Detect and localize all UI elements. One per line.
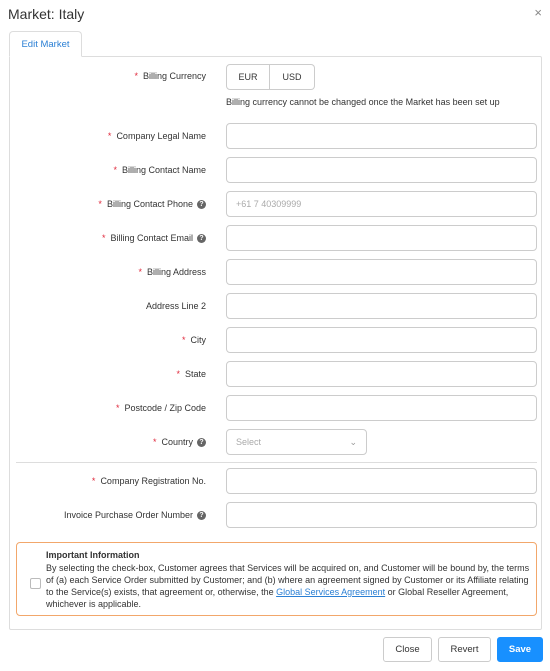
country-label: * Country ? [153,437,206,447]
edit-market-panel [9,56,542,630]
billing-contact-email-label: * Billing Contact Email ? [102,233,206,243]
global-services-agreement-link[interactable]: Global Services Agreement [276,587,386,597]
currency-usd-button[interactable]: USD [270,64,315,90]
company-registration-input[interactable] [226,468,537,494]
question-circle-icon[interactable]: ? [197,438,206,447]
chevron-down-icon: ⌄ [349,436,357,447]
address-line-2-input[interactable] [226,293,537,319]
modal-title: Market: Italy [8,6,85,22]
billing-contact-phone-input[interactable] [226,191,537,217]
billing-address-label: * Billing Address [138,267,206,277]
question-circle-icon[interactable]: ? [197,234,206,243]
billing-address-input[interactable] [226,259,537,285]
billing-contact-email-input[interactable] [226,225,537,251]
state-label: * State [176,369,206,379]
country-select-value: Select [236,437,262,447]
required-marker: * [134,71,138,81]
close-icon[interactable]: × [534,5,542,20]
invoice-po-number-label: Invoice Purchase Order Number ? [64,510,206,520]
important-information-text: By selecting the check-box, Customer agrees that Services will be acquired on, and Customer will be bound by, the terms of (a) each Service Order submitted by Customer; and (b) where an agreement signed by Customer or its Affiliate relating to the Service(s) exists, that agreement or, otherwise, the Global Services Agreement or Global Reseller Agreement, whichever is applicable. [46,563,530,609]
city-input[interactable] [226,327,537,353]
postcode-input[interactable] [226,395,537,421]
company-registration-label: * Company Registration No. [91,476,206,486]
important-information-box [16,542,537,616]
billing-currency-label: * Billing Currency [134,71,206,81]
invoice-po-number-input[interactable] [226,502,537,528]
revert-button[interactable]: Revert [438,637,491,662]
billing-currency-toggle [226,64,315,90]
state-input[interactable] [226,361,537,387]
question-circle-icon[interactable]: ? [197,511,206,520]
tab-edit-market[interactable]: Edit Market [9,31,82,57]
question-circle-icon[interactable]: ? [197,200,206,209]
billing-contact-name-input[interactable] [226,157,537,183]
section-divider [16,462,537,463]
country-select[interactable] [226,429,367,455]
currency-eur-button[interactable]: EUR [226,64,270,90]
billing-contact-phone-label: * Billing Contact Phone ? [98,199,206,209]
company-legal-name-input[interactable] [226,123,537,149]
company-legal-name-label: * Company Legal Name [107,131,206,141]
important-information-title: Important Information [46,550,140,560]
save-button[interactable]: Save [497,637,543,662]
address-line-2-label: Address Line 2 [145,301,206,311]
postcode-label: * Postcode / Zip Code [115,403,206,413]
close-button[interactable]: Close [383,637,432,662]
billing-contact-name-label: * Billing Contact Name [113,165,206,175]
city-label: * City [181,335,206,345]
billing-currency-hint: Billing currency cannot be changed once the Market has been set up [226,97,500,107]
agreement-checkbox[interactable] [30,578,41,589]
